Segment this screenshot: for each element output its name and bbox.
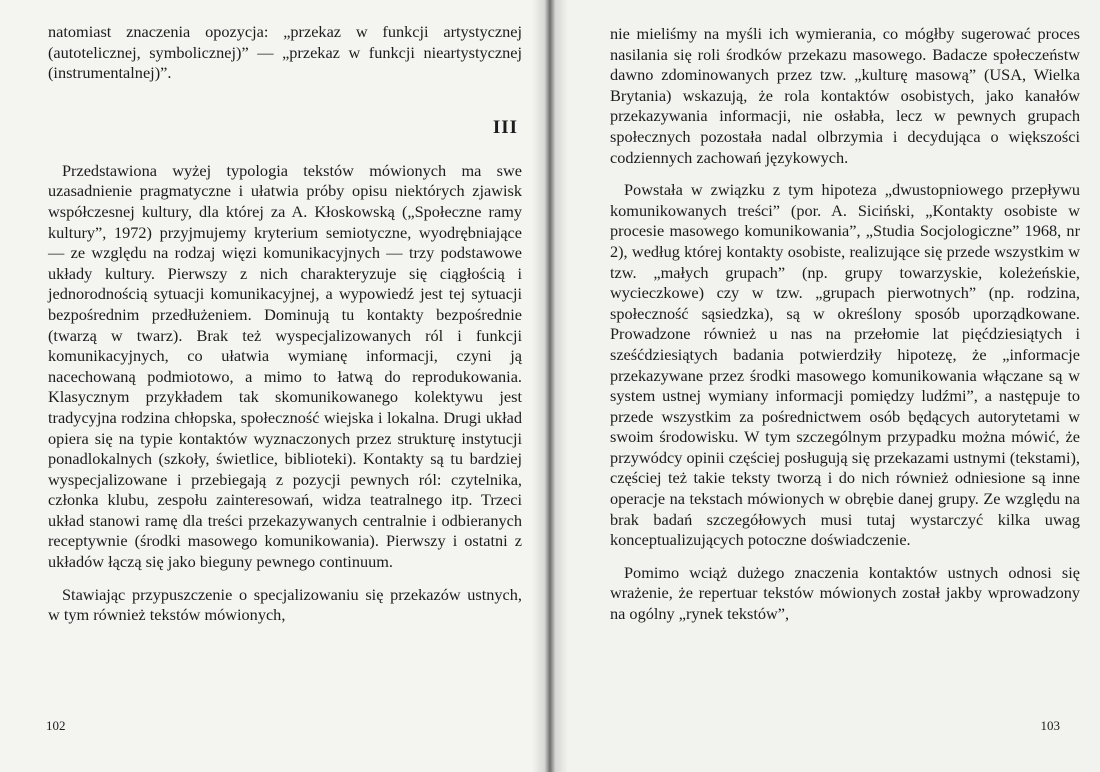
page-number-right: 103 <box>1040 718 1060 733</box>
left-paragraph-hypothesis: Stawiając przypuszczenie o specjalizowaniu się przekazów ustnych, w tym również tekstów mówionych, <box>48 584 522 625</box>
right-page <box>550 0 1100 772</box>
right-paragraph-text-market: Pomimo wciąż dużego znaczenia kontaktów ustnych odnosi się wrażenie, że repertuar tekstów mówionych został jakby wprowadzony na ogólny „rynek tekstów”, <box>610 562 1080 624</box>
section-number: III <box>492 116 518 138</box>
left-paragraph-continued: natomiast znaczenia opozycja: „przekaz w funkcji artystycznej (autotelicznej, symbolicznej)” — „przekaz w funkcji nieartystycznej (instrumentalnej)”. <box>48 22 522 83</box>
right-paragraph-two-step-flow: Powstała w związku z tym hipoteza „dwustopniowego przepływu komunikowanych treści” (por. A. Siciński, „Kontakty osobiste w procesie masowego komunikowania”, „Studia Socjologiczne” 1968, nr 2), według której kontakty osobiste, realizujące się przede wszystkim w tzw. „małych grupach” (np. grupy towarzyskie, koleżeńskie, wycieczkowe) czy w tzw. „grupach pierwotnych” (np. rodzina, społeczność sąsiedzka), są w określony sposób uporządkowane. Prowadzone również u nas na przełomie lat pięćdziesiątych i sześćdziesiątych badania potwierdziły hipotezę, że „informacje przekazywane przez środki masowego komunikowania włączane są w system ustnej wymiany informacji pomiędzy ludźmi”, a następuje to przede wszystkim za pośrednictwem osób będących autorytetami w swoim środowisku. W tym szczególnym przypadku można mówić, że przywódcy opinii częściej posługują się przekazami ustnymi (tekstami), częściej też takie teksty tworzą i do nich również odniesione są inne operacje na tekstach mówionych w obrębie danej grupy. Ze względu na brak badań szczegółowych musi tutaj wystarczyć kilka uwag konceptualizujących potoczne doświadczenie. <box>610 180 1080 550</box>
right-paragraph-continued: nie mieliśmy na myśli ich wymierania, co mógłby sugerować proces nasilania się roli środków przekazu masowego. Badacze społeczeństw dawno zdominowanych przez tzw. „kulturę masową” (USA, Wielka Brytania) wskazują, że rola kontaktów osobistych, jako kanałów przekazywania informacji, nie osłabła, lecz w pewnych grupach społecznych pozostała nadal olbrzymia i decydująca o większości codziennych zachowań językowych. <box>610 24 1080 167</box>
page-number-left: 102 <box>46 718 66 733</box>
left-paragraph-typology: Przedstawiona wyżej typologia tekstów mówionych ma swe uzasadnienie pragmatyczne i ułatwia próby opisu niektórych zjawisk współczesnej kultury, dla której za A. Kłoskowską („Społeczne ramy kultury”, 1972) przyjmujemy kryterium semiotyczne, wyodrębniające — ze względu na rodzaj więzi komunikacyjnych — trzy podstawowe układy kultury. Pierwszy z nich charakteryzuje się ciągłością i jednorodnością sytuacji komunikacyjnej, a wypowiedź jest tej sytuacji bezpośrednim przedłużeniem. Dominują tu kontakty bezpośrednie (twarzą w twarz). Brak też wyspecjalizowanych ról i funkcji komunikacyjnych, co ułatwia wymianę informacji, czyni ją nacechowaną podmiotowo, a mimo to łatwą do reprodukowania. Klasycznym przykładem tak skomunikowanego kolektywu jest tradycyjna rodzina chłopska, społeczność wiejska i lokalna. Drugi układ opiera się na typie kontaktów wyznaczonych przez strukturę instytucji ponadlokalnych (szkoły, świetlice, biblioteki). Kontakty są tu bardziej wyspecjalizowane i przebiegają z pozycji pewnych ról: czytelnika, członka klubu, zespołu zainteresowań, widza teatralnego itp. Trzeci układ stanowi ramę dla treści przekazywanych centralnie i odbieranych receptywnie (środki masowego komunikowania). Pierwszy i ostatni z układów łączą się jako bieguny pewnego continuum. <box>48 160 522 572</box>
